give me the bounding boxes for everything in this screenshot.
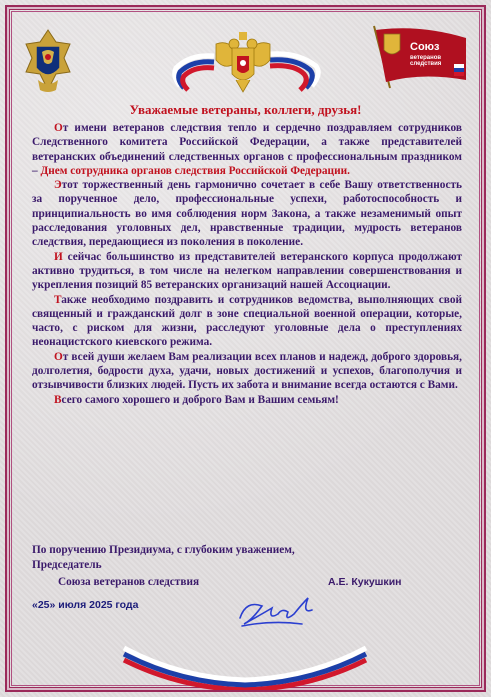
letter-date: «25» июля 2025 года <box>32 599 139 611</box>
signer-organization: Союза ветеранов следствия <box>58 576 200 588</box>
drop-letter: Т <box>54 293 62 306</box>
greeting-heading: Уважаемые ветераны, коллеги, друзья! <box>129 102 362 117</box>
paragraph-2 <box>32 178 462 249</box>
russian-coat-of-arms-icon <box>212 30 274 94</box>
tricolor-ribbon-left-icon <box>170 52 216 92</box>
handwritten-signature <box>232 584 322 634</box>
flag-label-line1: Союз <box>410 41 440 53</box>
paragraph-6 <box>32 393 462 407</box>
drop-letter: О <box>54 122 63 134</box>
drop-letter: И <box>54 250 63 263</box>
paragraph-4 <box>32 293 462 350</box>
paragraph-text: т имени ветеранов следствия тепло и сердечно поздравляем сотрудников Следственного комитета Российской Федерации, а также представителей ветеранских объединений следственных органов с профессиональным праздником – <box>32 122 462 177</box>
paragraph-5 <box>32 350 462 393</box>
letter-body <box>32 121 462 407</box>
tricolor-ribbon-bottom-icon <box>120 640 370 690</box>
paragraph-3 <box>32 250 462 293</box>
paragraph-1 <box>32 121 462 178</box>
signer-title: Председатель <box>32 559 102 571</box>
paragraph-text: сего самого хорошего и доброго Вам и Вашим семьям! <box>61 393 339 406</box>
paragraph-text: сейчас большинство из представителей ветеранского корпуса продолжают активно трудиться, в том числе на нелегком направлении совершенствования и укрепления позиций 85 ветеранских организаций нашей Ассоциации. <box>32 250 462 292</box>
flag-label-line3: следствия <box>410 61 442 67</box>
flag-label-line2: ветеранов <box>410 55 442 61</box>
drop-letter: Э <box>54 179 62 192</box>
drop-letter: О <box>54 350 63 363</box>
holiday-name-highlight: Днем сотрудника органов следствия Российской Федерации. <box>40 164 350 177</box>
investigative-committee-emblem-icon <box>24 28 72 98</box>
paragraph-text: тот торжественный день гармонично сочетает в себе Вашу ответственность за порученное дело, профессиональные успехи, работоспособность и принципиальность во имя соблюдения норм Закона, а также незаменимый опыт расследования уголовных дел, нравственные традиции, мудрость ветеранов следствия, передающиеся из поколения в поколение. <box>32 179 462 249</box>
tricolor-ribbon-right-icon <box>268 50 324 92</box>
paragraph-text: акже необходимо поздравить и сотрудников ведомства, выполняющих свой священный и гражданский долг в зоне специальной военной операции, которые, часто, с риском для жизни, расследуют уголовные дела о преступлениях неонацистского киевского режима. <box>32 293 462 349</box>
signer-name: А.Е. Кукушкин <box>328 576 402 588</box>
paragraph-text: т всей души желаем Вам реализации всех планов и надежд, доброго здоровья, долголетия, бодрости духа, удачи, новых достижений и успехов, благополучия и отзывчивости близких людей. Пусть их забота и внимание всегда остаются с Вами. <box>32 350 462 392</box>
closing-line: По поручению Президиума, с глубоким уважением, <box>32 544 295 556</box>
veterans-union-flag-label <box>410 42 468 67</box>
drop-letter: В <box>54 393 62 406</box>
